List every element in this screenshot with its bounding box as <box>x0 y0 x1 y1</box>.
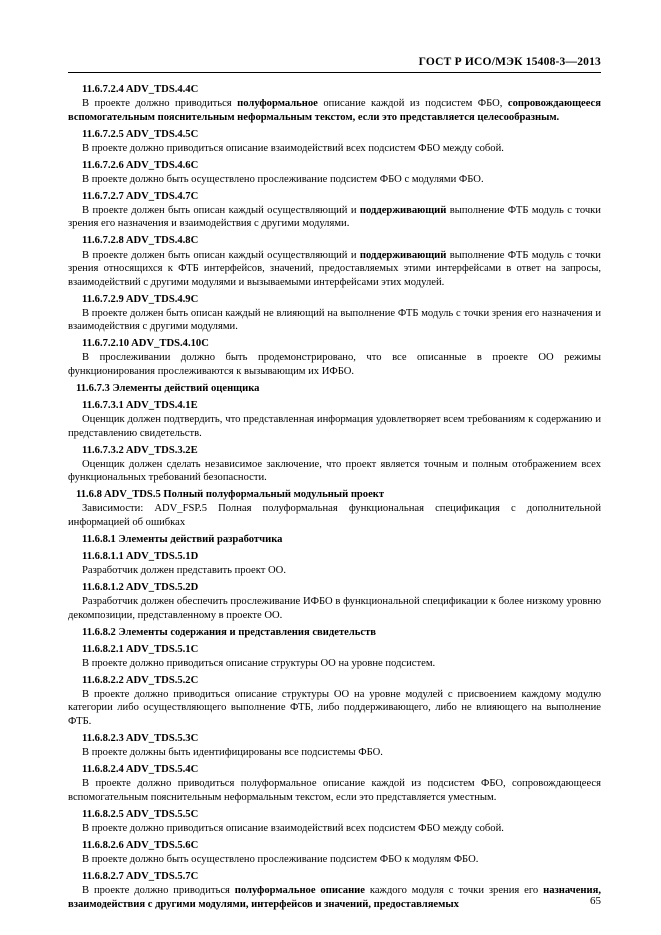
paragraph <box>68 777 601 804</box>
section-heading: 11.6.7.3 Элементы действий оценщика <box>76 382 260 394</box>
body-text: В проекте должен быть описан каждый осуществляющий и <box>82 204 360 216</box>
section-heading: 11.6.8.2.5 ADV_TDS.5.5C <box>82 808 199 820</box>
section-heading: 11.6.8 ADV_TDS.5 Полный полуформальный модульный проект <box>76 489 385 501</box>
paragraph <box>68 204 601 231</box>
paragraph <box>68 502 601 529</box>
section-heading: 11.6.8.2 Элементы содержания и представления свидетельств <box>82 626 377 638</box>
emphasis-text: поддерживающий <box>359 249 447 261</box>
emphasis-text: полуформальное <box>237 98 318 110</box>
paragraph <box>68 564 601 578</box>
body-text: В проекте должно быть осуществлено прослеживание подсистем ФБО с модулями ФБО. <box>82 173 484 185</box>
body-text: Зависимости: ADV_FSP.5 Полная полуформальная функциональная спецификация с дополнительной информацией об ошибках <box>68 503 601 528</box>
emphasis-text: поддерживающий <box>359 204 447 216</box>
body-text: В прослеживании должно быть продемонстрировано, что все описанные в проекте ОО режимы функционирования прослеживаются к вызывающим их ИФБО. <box>68 352 601 377</box>
body-text: В проекте должно приводиться <box>82 98 238 110</box>
document-body <box>68 83 601 911</box>
section-heading: 11.6.8.1.1 ADV_TDS.5.1D <box>82 550 199 562</box>
body-text: выполнение ФТБ модуль с точки зрения относящихся к ФТБ интерфейсов, значений, предоставляемых этими интерфейсами в ответ на запросы, взаимодействий с другими модулями и вызываемыми интерфейсами этих модулей. <box>68 249 601 288</box>
paragraph <box>68 822 601 836</box>
paragraph <box>68 351 601 378</box>
paragraph <box>68 413 601 440</box>
section-heading: 11.6.8.2.2 ADV_TDS.5.2C <box>82 674 199 686</box>
body-text: В проекте должно приводиться описание структуры ОО на уровне подсистем. <box>82 657 436 669</box>
emphasis-text: сопровождающееся вспомогательным пояснительным неформальным текстом, если это представляется целесообразным. <box>68 98 601 123</box>
section-heading: 11.6.7.2.6 ADV_TDS.4.6C <box>82 159 199 171</box>
section-heading: 11.6.8.2.3 ADV_TDS.5.3C <box>82 733 199 745</box>
section-heading: 11.6.8.2.4 ADV_TDS.5.4C <box>82 764 199 776</box>
section-heading: 11.6.7.2.9 ADV_TDS.4.9C <box>82 293 199 305</box>
section-heading: 11.6.8.2.6 ADV_TDS.5.6C <box>82 839 199 851</box>
body-text: В проекте должно приводиться описание взаимодействий всех подсистем ФБО между собой. <box>82 142 504 154</box>
body-text: В проекте должно приводиться описание взаимодействий всех подсистем ФБО между собой. <box>82 822 504 834</box>
header-divider <box>68 72 601 73</box>
paragraph <box>68 97 601 124</box>
section-heading: 11.6.7.2.10 ADV_TDS.4.10C <box>82 338 209 350</box>
section-heading: 11.6.7.2.8 ADV_TDS.4.8C <box>82 235 199 247</box>
section-heading: 11.6.8.1 Элементы действий разработчика <box>82 533 283 545</box>
section-heading: 11.6.7.2.4 ADV_TDS.4.4C <box>82 84 199 95</box>
section-heading: 11.6.7.2.7 ADV_TDS.4.7C <box>82 190 199 202</box>
paragraph <box>68 657 601 671</box>
paragraph <box>68 853 601 867</box>
body-text: описание каждой из подсистем ФБО, <box>317 98 508 110</box>
section-heading: 11.6.8.1.2 ADV_TDS.5.2D <box>82 582 199 594</box>
emphasis-text: полуформальное описание <box>234 884 365 896</box>
page-number: 65 <box>590 895 601 907</box>
paragraph <box>68 688 601 729</box>
paragraph <box>68 458 601 485</box>
page-header: ГОСТ Р ИСО/МЭК 15408-3—2013 <box>418 56 601 68</box>
paragraph <box>68 307 601 334</box>
section-heading: 11.6.7.2.5 ADV_TDS.4.5C <box>82 128 199 140</box>
body-text: выполнение ФТБ модуль с точки зрения его назначения и взаимодействия с другими модулями. <box>68 204 601 230</box>
paragraph <box>68 142 601 156</box>
section-heading: 11.6.7.3.1 ADV_TDS.4.1E <box>82 399 198 411</box>
body-text: каждого модуля с точки зрения его <box>364 884 544 896</box>
paragraph <box>68 884 601 911</box>
section-heading: 11.6.8.2.7 ADV_TDS.5.7C <box>82 870 199 882</box>
body-text: В проекте должен быть описан каждый осуществляющий и <box>82 249 360 261</box>
section-heading: 11.6.7.3.2 ADV_TDS.3.2E <box>82 444 198 456</box>
body-text: В проекте должно приводиться полуформальное описание каждой из подсистем ФБО, сопровождающееся вспомогательным пояснительным неформальным текстом, если это представляется уместным. <box>68 778 601 803</box>
body-text: В проекте должно приводиться описание структуры ОО на уровне модулей с присвоением каждому модулю категории либо осуществляющего выполнение ФТБ, либо поддерживающего, либо не влияющего на выполнение ФТБ. <box>68 688 601 727</box>
paragraph <box>68 249 601 290</box>
section-heading: 11.6.8.2.1 ADV_TDS.5.1C <box>82 643 199 655</box>
paragraph <box>68 173 601 187</box>
body-text: В проекте должно быть осуществлено прослеживание подсистем ФБО к модулям ФБО. <box>82 853 479 865</box>
body-text: Разработчик должен представить проект ОО. <box>82 565 286 576</box>
body-text: В проекте должен быть описан каждый не влияющий на выполнение ФТБ модуль с точки зрения его назначения и взаимодействия с другими модулями. <box>68 307 601 333</box>
body-text: В проекте должно приводиться <box>82 884 235 896</box>
body-text: Разработчик должен обеспечить прослеживание ИФБО в функциональной спецификации к более низкому уровню декомпозиции, представленному в проекте ОО. <box>68 596 601 621</box>
body-text: Оценщик должен подтвердить, что представленная информация удовлетворяет всем требованиям к содержанию и представлению свидетельств. <box>68 414 601 439</box>
emphasis-text: назначения, взаимодействия с другими модулями, интерфейсов и значений, предоставляемых <box>68 884 601 910</box>
body-text: В проекте должны быть идентифицированы все подсистемы ФБО. <box>82 747 383 759</box>
body-text: Оценщик должен сделать независимое заключение, что проект является точным и полным отображением всех функциональных требований безопасности. <box>68 458 601 484</box>
paragraph <box>68 746 601 760</box>
paragraph <box>68 595 601 622</box>
